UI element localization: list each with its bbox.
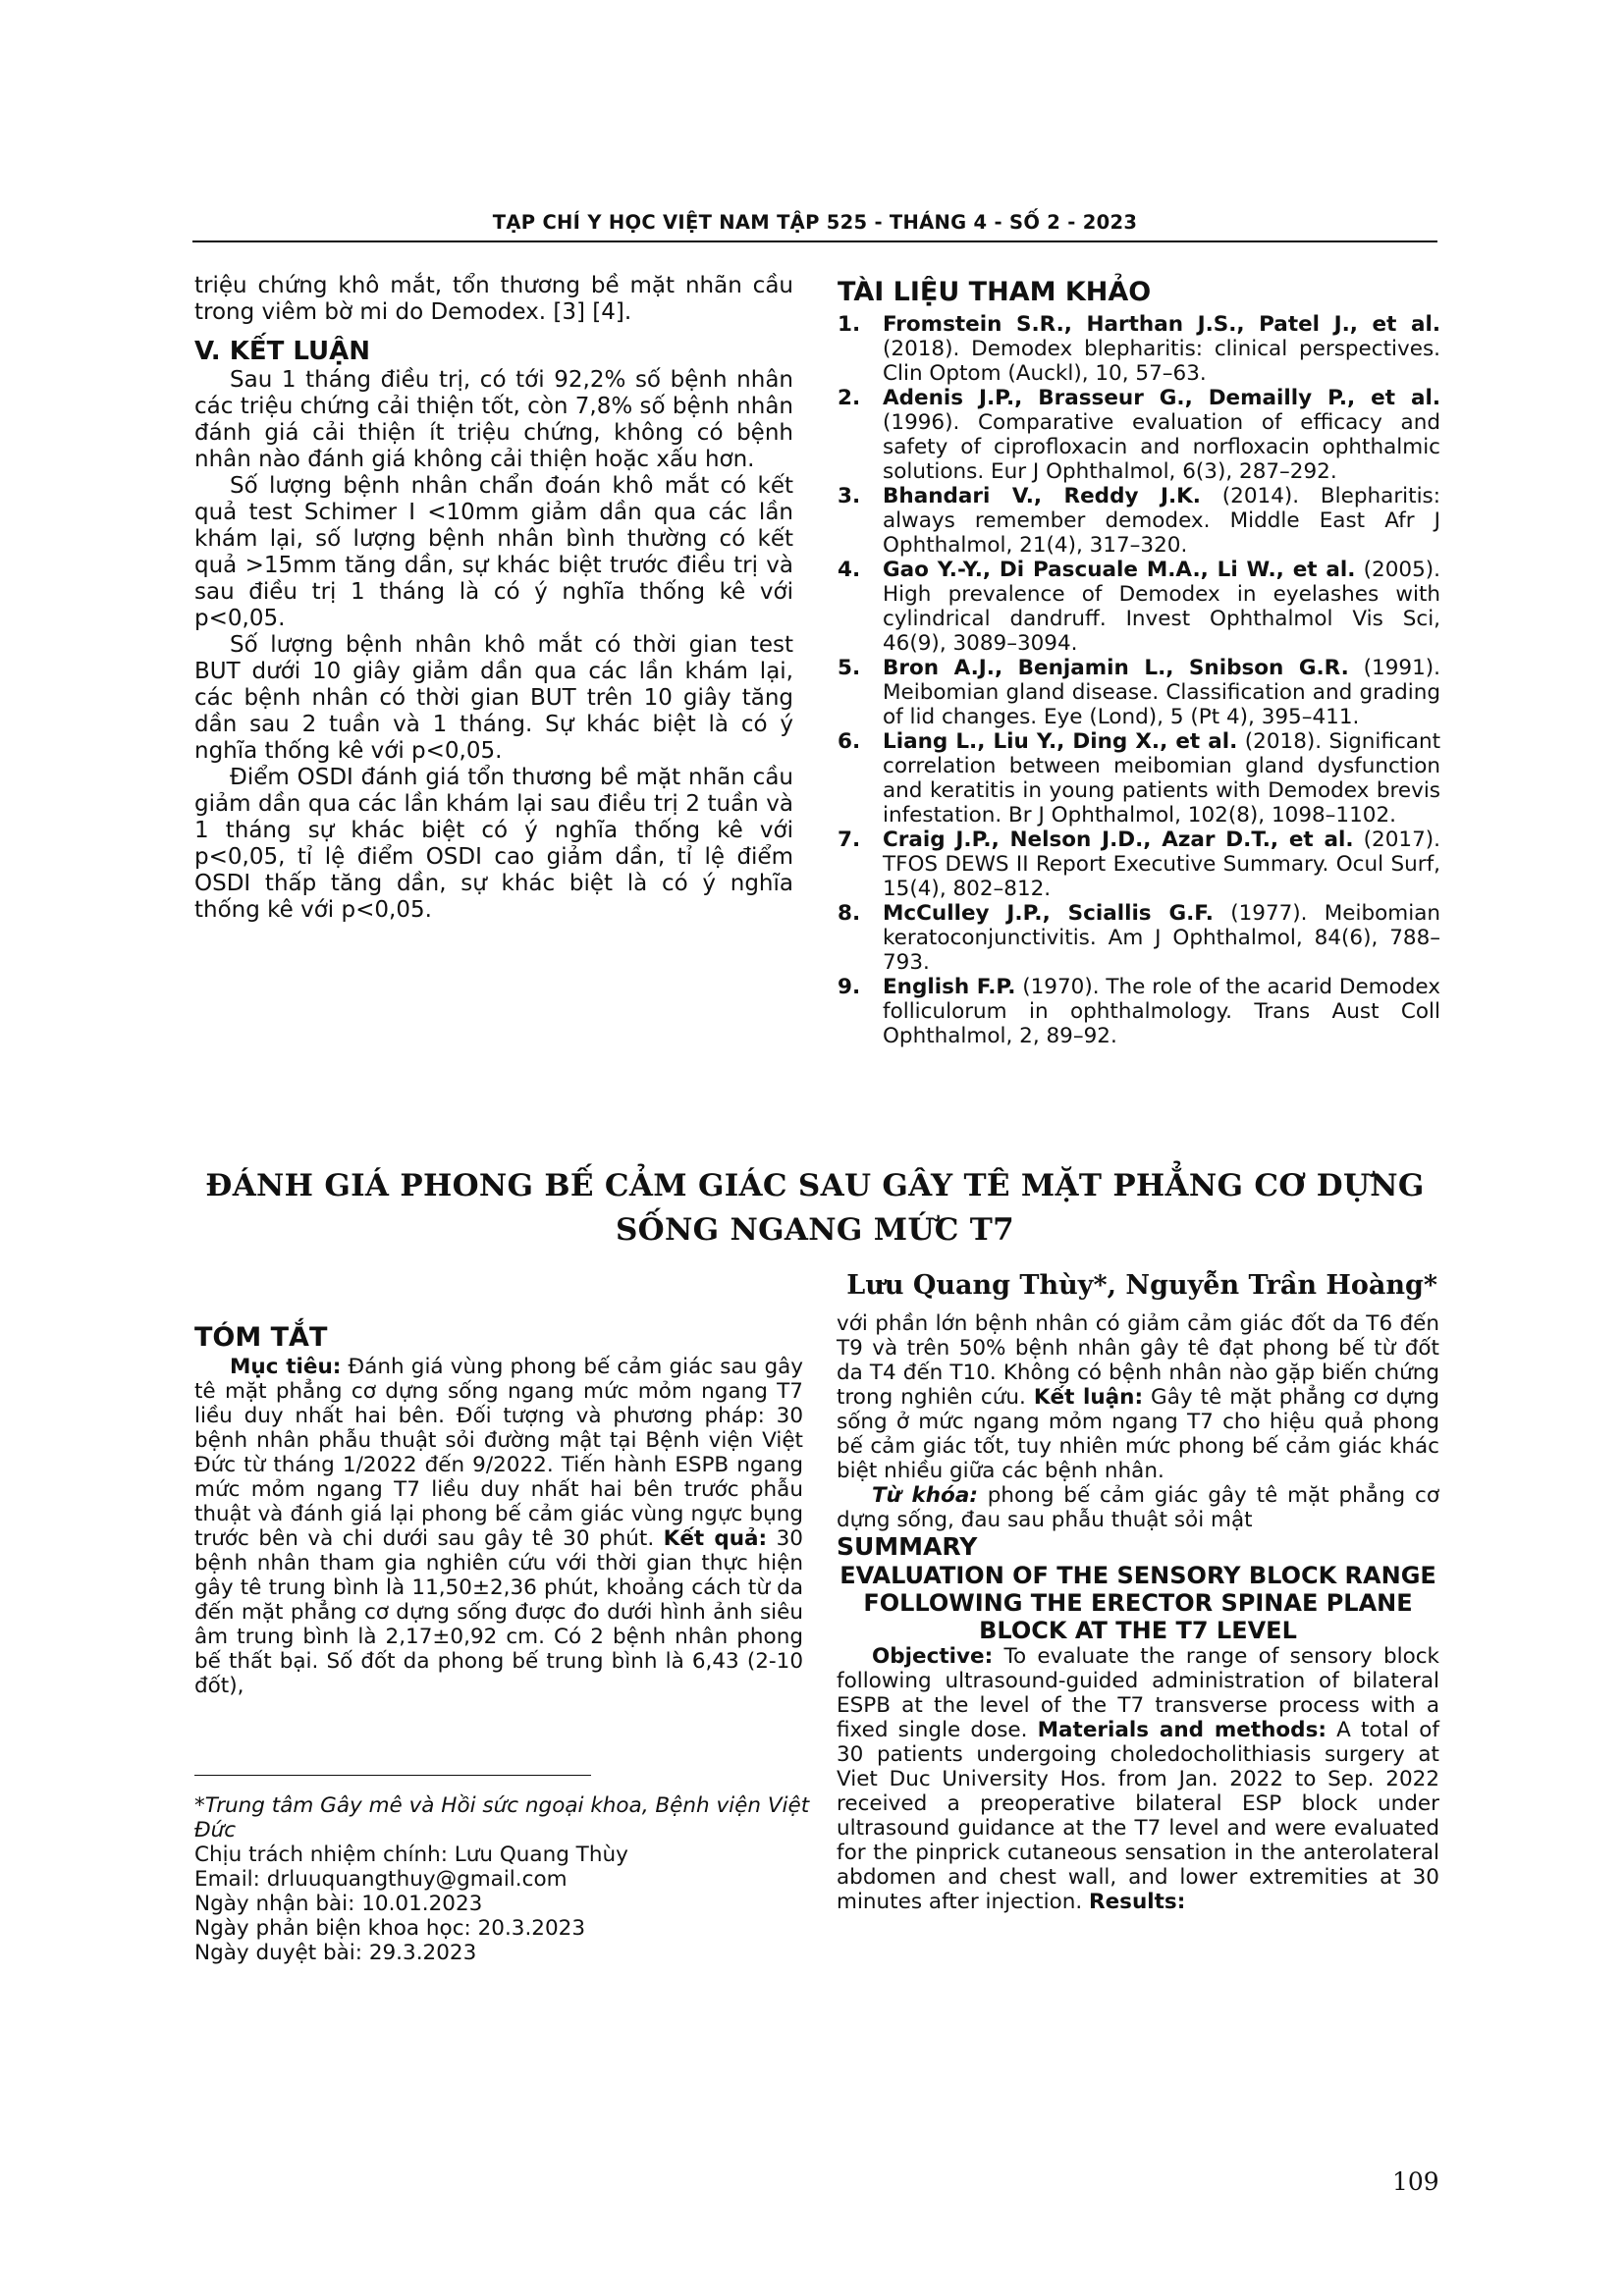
- abstract-paragraph: Mục tiêu: Đánh giá vùng phong bế cảm giác sau gây tê mặt phẳng cơ dựng sống ngang mức mỏm ngang T7 liều duy nhất hai bên. Đối tượng và phương pháp: 30 bệnh nhân phẫu thuật sỏi đường mật tại Bệnh viện Việt Đức từ tháng 1/2022 đến 9/2022. Tiến hành ESPB ngang mức mỏm ngang T7 liều duy nhất hai bên trước phẫu thuật và đánh giá lại phong bế cảm giác vùng ngực bụng trước bên và chi dưới sau gây tê 30 phút. Kết quả: 30 bệnh nhân tham gia nghiên cứu với thời gian thực hiện gây tê trung bình là 11,50±2,36 phút, khoảng cách từ da đến mặt phẳng cơ dựng sống được đo dưới hình ảnh siêu âm trung bình là 2,17±0,92 cm. Có 2 bệnh nhân phong bế thất bại. Số đốt da phong bế trung bình là 6,43 (2-10 đốt),: [194, 1355, 803, 1698]
- footnote-line: Email: drluuquangthuy@gmail.com: [194, 1867, 568, 1892]
- footnote-line: Ngày duyệt bài: 29.3.2023: [194, 1941, 477, 1965]
- article-title-line: SỐNG NGANG MỨC T7: [615, 1212, 1014, 1248]
- reference-item: 2. Adenis J.P., Brasseur G., Demailly P., et al. (1996). Comparative evaluation of efficacy and safety of ciprofloxacin and norfloxacin ophthalmic solutions. Eur J Ophthalmol, 6(3), 287–292.: [838, 386, 1440, 484]
- article-authors: Lưu Quang Thùy*, Nguyễn Trần Hoàng*: [846, 1270, 1437, 1301]
- abstract-en-column: [837, 1311, 1439, 1914]
- summary-heading: SUMMARY: [837, 1532, 978, 1561]
- continued-text: triệu chứng khô mắt, tổn thương bề mặt nhãn cầu trong viêm bờ mi do Demodex. [3] [4].: [194, 273, 793, 325]
- reference-item: 4. Gao Y.-Y., Di Pascuale M.A., Li W., et al. (2005). High prevalence of Demodex in eyelashes with cylindrical dandruff. Invest Ophthalmol Vis Sci, 46(9), 3089–3094.: [838, 558, 1440, 656]
- conclusion-paragraph: Số lượng bệnh nhân chẩn đoán khô mắt có kết quả test Schimer I <10mm giảm dần qua các lần khám lại, số lượng bệnh nhân bình thường có kết quả >15mm tăng dần, sự khác biệt trước điều trị và sau điều trị 1 tháng là có ý nghĩa thống kê với p<0,05.: [194, 473, 793, 631]
- header-rule: [192, 240, 1437, 242]
- abstract-heading: TÓM TẮT: [194, 1322, 328, 1353]
- reference-item: 6. Liang L., Liu Y., Ding X., et al. (2018). Significant correlation between meibomian gland dysfunction and keratitis in young patients with Demodex brevis infestation. Br J Ophthalmol, 102(8), 1098–1102.: [838, 729, 1440, 828]
- footnote-affiliation: *Trung tâm Gây mê và Hồi sức ngoại khoa, Bệnh viện Việt Đức: [194, 1793, 810, 1842]
- conclusion-paragraph: Điểm OSDI đánh giá tổn thương bề mặt nhãn cầu giảm dần qua các lần khám lại sau điều trị 2 tuần và 1 tháng sự khác biệt có ý nghĩa thống kê với p<0,05, tỉ lệ điểm OSDI cao giảm dần, tỉ lệ điểm OSDI thấp tăng dần, sự khác biệt là có ý nghĩa thống kê với p<0,05.: [194, 765, 793, 923]
- article-title-line: ĐÁNH GIÁ PHONG BẾ CẢM GIÁC SAU GÂY TÊ MẶT PHẲNG CƠ DỰNG: [205, 1168, 1425, 1203]
- abstract-paragraph-cont: với phần lớn bệnh nhân có giảm cảm giác đốt da T6 đến T9 và trên 50% bệnh nhân gây tê đạt phong bế từ đốt da T4 đến T10. Không có bệnh nhân nào gặp biến chứng trong nghiên cứu. Kết luận: Gây tê mặt phẳng cơ dựng sống ở mức ngang mỏm ngang T7 cho hiệu quả phong bế cảm giác tốt, tuy nhiên mức phong bế cảm giác khác biệt nhiều giữa các bệnh nhân.: [837, 1311, 1439, 1483]
- page-number: 109: [1392, 2167, 1439, 2196]
- summary-paragraph: Objective: To evaluate the range of sensory block following ultrasound-guided administration of bilateral ESPB at the level of the T7 transverse process with a fixed single dose. Materials and methods: A total of 30 patients undergoing choledocholithiasis surgery at Viet Duc University Hos. from Jan. 2022 to Sep. 2022 received a preoperative bilateral ESP block under ultrasound guidance at the T7 level and were evaluated for the pinprick cutaneous sensation in the anterolateral abdomen and chest wall, and lower extremities at 30 minutes after injection. Results:: [837, 1644, 1439, 1914]
- running-head: TẠP CHÍ Y HỌC VIỆT NAM TẬP 525 - THÁNG 4 - SỐ 2 - 2023: [492, 211, 1138, 234]
- english-title: EVALUATION OF THE SENSORY BLOCK RANGE FOLLOWING THE ERECTOR SPINAE PLANE BLOCK AT THE T7 LEVEL: [839, 1562, 1436, 1644]
- reference-item: 1. Fromstein S.R., Harthan J.S., Patel J., et al. (2018). Demodex blepharitis: clinical perspectives. Clin Optom (Auckl), 10, 57–63.: [838, 312, 1440, 386]
- article-title: [192, 1164, 1437, 1253]
- references-section: [838, 277, 1440, 1048]
- references-heading: TÀI LIỆU THAM KHẢO: [838, 277, 1152, 307]
- reference-item: 7. Craig J.P., Nelson J.D., Azar D.T., et al. (2017). TFOS DEWS II Report Executive Summary. Ocul Surf, 15(4), 802–812.: [838, 828, 1440, 901]
- conclusion-column: [194, 273, 793, 924]
- reference-item: 9. English F.P. (1970). The role of the acarid Demodex folliculorum in ophthalmology. Trans Aust Coll Ophthalmol, 2, 89–92.: [838, 975, 1441, 1048]
- conclusion-heading: V. KẾT LUẬN: [194, 337, 371, 366]
- footnote-rule: [194, 1775, 591, 1776]
- footnote-line: Ngày nhận bài: 10.01.2023: [194, 1892, 483, 1916]
- footnote-line: Ngày phản biện khoa học: 20.3.2023: [194, 1916, 586, 1941]
- reference-item: 5. Bron A.J., Benjamin L., Snibson G.R. (1991). Meibomian gland disease. Classification and grading of lid changes. Eye (Lond), 5 (Pt 4), 395–411.: [838, 656, 1440, 729]
- footnote: [194, 1793, 833, 1965]
- reference-item: 8. McCulley J.P., Sciallis G.F. (1977). Meibomian keratoconjunctivitis. Am J Ophthalmol, 84(6), 788–793.: [838, 901, 1440, 975]
- keywords: Từ khóa: phong bế cảm giác gây tê mặt phẳng cơ dựng sống, đau sau phẫu thuật sỏi mật: [837, 1483, 1439, 1532]
- footnote-line: Chịu trách nhiệm chính: Lưu Quang Thùy: [194, 1842, 628, 1867]
- abstract-vi-column: [194, 1321, 803, 1698]
- conclusion-paragraph: Sau 1 tháng điều trị, có tới 92,2% số bệnh nhân các triệu chứng cải thiện tốt, còn 7,8% số bệnh nhân đánh giá cải thiện ít triệu chứng, không có bệnh nhân nào đánh giá không cải thiện hoặc xấu hơn.: [194, 367, 793, 472]
- conclusion-paragraph: Số lượng bệnh nhân khô mắt có thời gian test BUT dưới 10 giây giảm dần qua các lần khám lại, các bệnh nhân có thời gian BUT trên 10 giây tăng dần sau 2 tuần và 1 tháng. Sự khác biệt là có ý nghĩa thống kê với p<0,05.: [194, 632, 793, 764]
- reference-item: 3. Bhandari V., Reddy J.K. (2014). Blepharitis: always remember demodex. Middle East Afr J Ophthalmol, 21(4), 317–320.: [838, 484, 1440, 558]
